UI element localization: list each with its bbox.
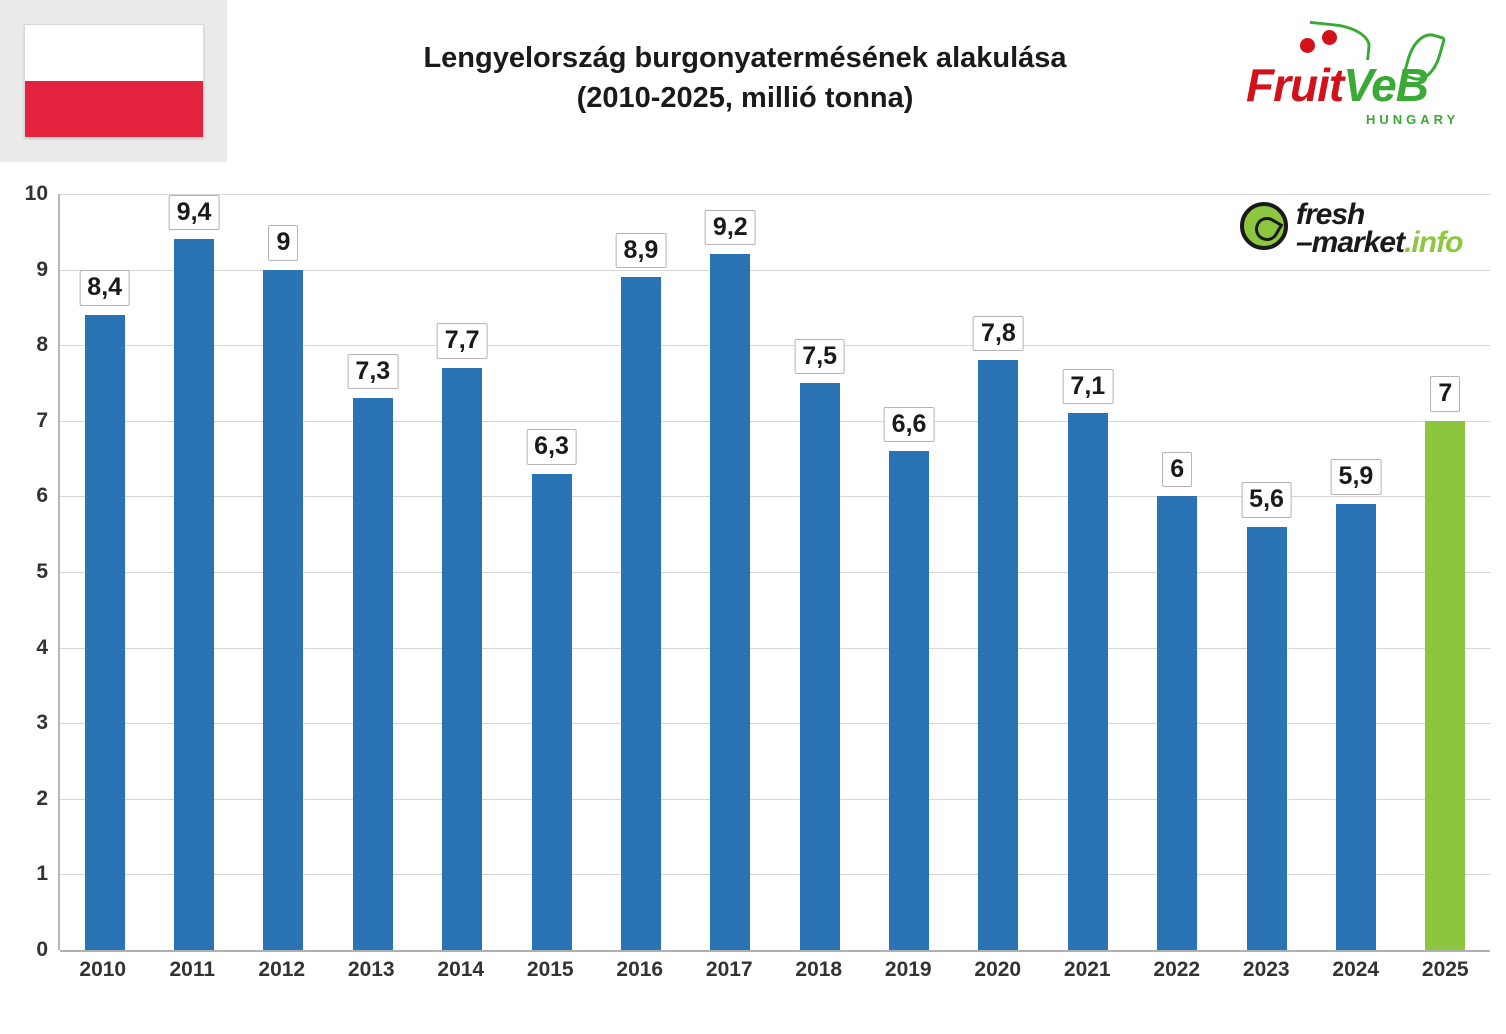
bar-2025[interactable] bbox=[1425, 379, 1465, 950]
cherry-icon-2 bbox=[1322, 30, 1337, 45]
bar-2024[interactable] bbox=[1336, 462, 1376, 950]
cherry-stem-icon bbox=[1306, 21, 1372, 60]
poland-flag-icon bbox=[24, 24, 204, 138]
bar-2012[interactable] bbox=[263, 228, 303, 950]
freshmarket-word-fresh: fresh bbox=[1296, 198, 1365, 231]
bar-2023[interactable] bbox=[1247, 485, 1287, 950]
y-axis-tick-label: 5 bbox=[36, 560, 48, 583]
x-axis-tick-label: 2010 bbox=[79, 958, 127, 981]
y-axis-tick-label: 7 bbox=[36, 408, 48, 432]
bar-2022[interactable] bbox=[1157, 454, 1197, 950]
flag-stripe-red bbox=[25, 81, 203, 137]
x-axis-tick-label: 2021 bbox=[1063, 958, 1111, 981]
bar-2021[interactable] bbox=[1068, 371, 1108, 950]
bar-slot bbox=[864, 194, 953, 950]
bar-value-label: 6 bbox=[1162, 452, 1192, 488]
bar-2010[interactable] bbox=[85, 273, 125, 950]
fruitveb-logo bbox=[1238, 22, 1488, 140]
bar-value-label: 9,2 bbox=[705, 210, 756, 246]
bar-value-label: 8,9 bbox=[616, 233, 667, 269]
fruitveb-word-veb: VeB bbox=[1343, 59, 1428, 111]
chart-title-line2: (2010-2025, millió tonna) bbox=[576, 82, 914, 115]
x-axis-tick-label: 2017 bbox=[705, 958, 753, 981]
bar-2018[interactable] bbox=[800, 341, 840, 950]
plot-canvas bbox=[58, 194, 1490, 950]
gridline bbox=[60, 950, 1490, 952]
bar-2020[interactable] bbox=[978, 318, 1018, 950]
x-axis-tick-label: 2012 bbox=[258, 958, 306, 981]
bar-slot bbox=[149, 194, 238, 950]
bar-value-label: 7,1 bbox=[1062, 369, 1113, 405]
x-axis-tick-label: 2022 bbox=[1153, 958, 1201, 981]
y-axis-tick-label: 1 bbox=[36, 862, 48, 886]
bar-value-label: 5,9 bbox=[1331, 459, 1382, 495]
bar-value-label: 7,5 bbox=[794, 339, 845, 375]
x-axis-tick-label: 2015 bbox=[526, 958, 574, 981]
freshmarket-info-text: .info bbox=[1404, 226, 1463, 259]
bar-slot bbox=[596, 194, 685, 950]
bar-slot bbox=[239, 194, 328, 950]
chart-title bbox=[230, 38, 1260, 118]
bar-slot bbox=[328, 194, 417, 950]
bar-slot bbox=[1043, 194, 1132, 950]
bar-value-label: 9,4 bbox=[169, 195, 220, 231]
bar-value-label: 7,7 bbox=[437, 323, 488, 359]
y-axis-tick-label: 4 bbox=[36, 635, 48, 659]
bar-series bbox=[60, 194, 1490, 950]
y-axis-tick-label: 10 bbox=[24, 182, 48, 205]
chart-title-line1: Lengyelország burgonyatermésének alakulása bbox=[423, 42, 1067, 74]
bar-2015[interactable] bbox=[532, 432, 572, 950]
bar-value-label: 7 bbox=[1430, 376, 1460, 412]
bar-value-label: 8,4 bbox=[79, 270, 130, 306]
chart-plot-area bbox=[0, 170, 1506, 1034]
bar-value-label: 7,3 bbox=[347, 354, 398, 390]
fruitveb-wordmark bbox=[1246, 59, 1428, 111]
x-axis-tick-label: 2016 bbox=[616, 958, 664, 981]
x-axis-tick-label: 2013 bbox=[347, 958, 395, 981]
bar-slot bbox=[1311, 194, 1400, 950]
bar-2017[interactable] bbox=[710, 212, 750, 950]
y-axis-tick-label: 0 bbox=[36, 938, 48, 961]
bar-value-label: 7,8 bbox=[973, 316, 1024, 352]
bar-value-label: 5,6 bbox=[1241, 482, 1292, 518]
y-axis-tick-label: 9 bbox=[36, 257, 48, 281]
bar-slot bbox=[1133, 194, 1222, 950]
freshmarket-market-text: –market bbox=[1296, 226, 1405, 259]
bar-value-label: 6,3 bbox=[526, 429, 577, 465]
flag-stripe-white bbox=[25, 25, 203, 81]
bar-2016[interactable] bbox=[621, 235, 661, 950]
fruitveb-subtitle: HUNGARY bbox=[1366, 112, 1460, 127]
y-axis-tick-label: 2 bbox=[36, 786, 48, 810]
x-axis-tick-label: 2019 bbox=[884, 958, 932, 981]
bar-2011[interactable] bbox=[174, 197, 214, 950]
x-axis-tick-label: 2023 bbox=[1242, 958, 1290, 981]
x-axis-tick-label: 2011 bbox=[169, 958, 216, 981]
x-axis-tick-label: 2024 bbox=[1332, 958, 1380, 981]
bar-slot bbox=[1401, 194, 1490, 950]
bar-2014[interactable] bbox=[442, 326, 482, 950]
cherry-icon bbox=[1300, 38, 1315, 53]
y-axis-tick-label: 3 bbox=[36, 711, 48, 735]
bar-value-label: 9 bbox=[268, 225, 298, 261]
bar-slot bbox=[954, 194, 1043, 950]
x-axis-tick-label: 2014 bbox=[437, 958, 485, 981]
x-axis-tick-label: 2020 bbox=[974, 958, 1022, 981]
x-axis bbox=[58, 958, 1490, 982]
bar-value-label: 6,6 bbox=[884, 407, 935, 443]
fruitveb-word-fruit: Fruit bbox=[1246, 59, 1344, 111]
bar-slot bbox=[1222, 194, 1311, 950]
bar-slot bbox=[60, 194, 149, 950]
y-axis bbox=[0, 170, 48, 961]
bar-slot bbox=[775, 194, 864, 950]
y-axis-tick-label: 8 bbox=[36, 333, 48, 357]
y-axis-tick-label: 6 bbox=[36, 484, 48, 508]
bar-2013[interactable] bbox=[353, 356, 393, 950]
x-axis-tick-label: 2018 bbox=[795, 958, 843, 981]
bar-slot bbox=[686, 194, 775, 950]
bar-slot bbox=[418, 194, 507, 950]
poland-flag-badge bbox=[0, 0, 227, 162]
x-axis-tick-label: 2025 bbox=[1421, 958, 1469, 981]
bar-2019[interactable] bbox=[889, 409, 929, 950]
bar-slot bbox=[507, 194, 596, 950]
